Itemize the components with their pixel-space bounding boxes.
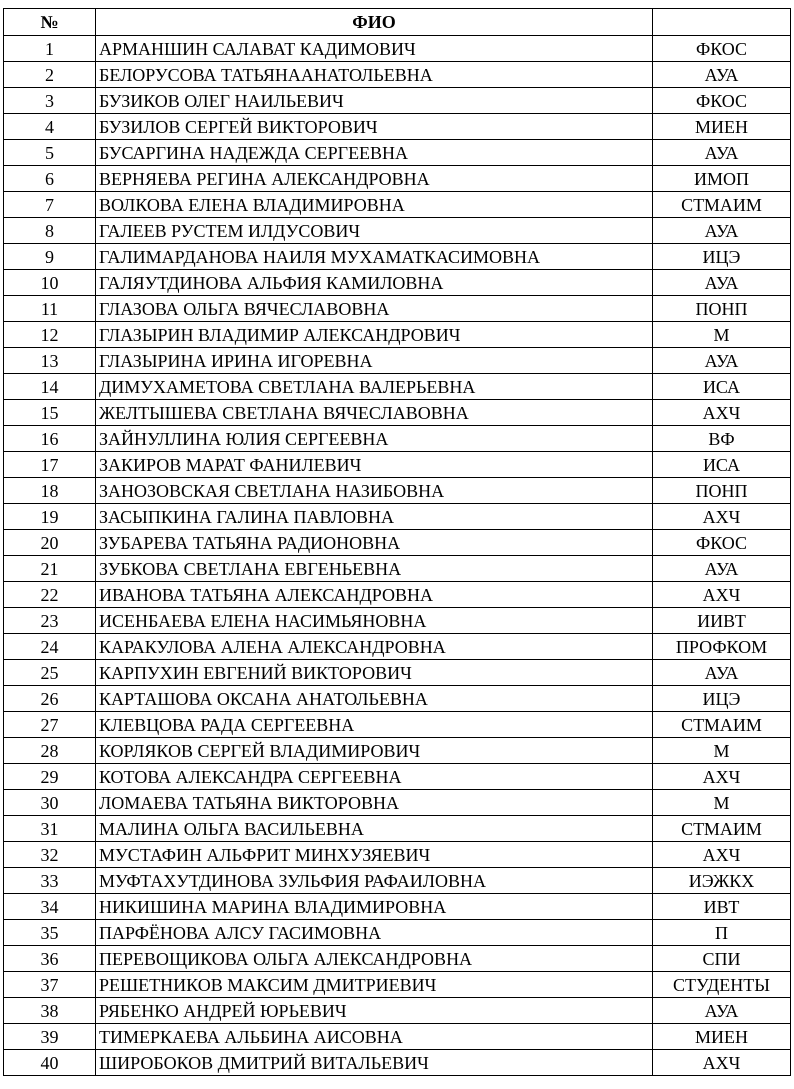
table-row — [4, 88, 791, 114]
table-row — [4, 894, 791, 920]
row-number-cell: 1 — [4, 36, 96, 62]
row-department-cell: П — [653, 920, 791, 946]
row-number-cell: 6 — [4, 166, 96, 192]
row-department-cell: М — [653, 322, 791, 348]
row-fio-cell: РЯБЕНКО АНДРЕЙ ЮРЬЕВИЧ — [96, 998, 653, 1024]
row-fio-cell: ГАЛЕЕВ РУСТЕМ ИЛДУСОВИЧ — [96, 218, 653, 244]
row-fio-cell: КАРАКУЛОВА АЛЕНА АЛЕКСАНДРОВНА — [96, 634, 653, 660]
row-fio-cell: БУЗИКОВ ОЛЕГ НАИЛЬЕВИЧ — [96, 88, 653, 114]
table-row — [4, 1024, 791, 1050]
row-fio-cell: КОТОВА АЛЕКСАНДРА СЕРГЕЕВНА — [96, 764, 653, 790]
row-fio-cell: БЕЛОРУСОВА ТАТЬЯНААНАТОЛЬЕВНА — [96, 62, 653, 88]
table-body — [4, 36, 791, 1076]
table-row — [4, 764, 791, 790]
row-number-cell: 39 — [4, 1024, 96, 1050]
row-number-cell: 3 — [4, 88, 96, 114]
table-row — [4, 140, 791, 166]
row-department-cell: ПРОФКОМ — [653, 634, 791, 660]
row-number-cell: 15 — [4, 400, 96, 426]
table-row — [4, 790, 791, 816]
row-number-cell: 28 — [4, 738, 96, 764]
table-row — [4, 36, 791, 62]
row-department-cell: ИМОП — [653, 166, 791, 192]
row-department-cell: АУА — [653, 348, 791, 374]
row-department-cell: СТУДЕНТЫ — [653, 972, 791, 998]
row-number-cell: 7 — [4, 192, 96, 218]
table-row — [4, 712, 791, 738]
table-row — [4, 322, 791, 348]
table-row — [4, 608, 791, 634]
row-department-cell: ФКОС — [653, 530, 791, 556]
row-fio-cell: ЛОМАЕВА ТАТЬЯНА ВИКТОРОВНА — [96, 790, 653, 816]
row-fio-cell: КАРТАШОВА ОКСАНА АНАТОЛЬЕВНА — [96, 686, 653, 712]
row-department-cell: АУА — [653, 270, 791, 296]
table-row — [4, 478, 791, 504]
table-row — [4, 400, 791, 426]
header-row — [4, 9, 791, 36]
row-fio-cell: ЗАЙНУЛЛИНА ЮЛИЯ СЕРГЕЕВНА — [96, 426, 653, 452]
table-row — [4, 426, 791, 452]
row-department-cell: ИЦЭ — [653, 686, 791, 712]
row-department-cell: СТМАИМ — [653, 816, 791, 842]
row-fio-cell: НИКИШИНА МАРИНА ВЛАДИМИРОВНА — [96, 894, 653, 920]
row-department-cell: ФКОС — [653, 88, 791, 114]
row-department-cell: АХЧ — [653, 764, 791, 790]
row-number-cell: 26 — [4, 686, 96, 712]
row-number-cell: 13 — [4, 348, 96, 374]
table-row — [4, 348, 791, 374]
table-row — [4, 634, 791, 660]
table-row — [4, 868, 791, 894]
row-number-cell: 4 — [4, 114, 96, 140]
row-department-cell: ИЦЭ — [653, 244, 791, 270]
row-number-cell: 18 — [4, 478, 96, 504]
row-fio-cell: ЗУБКОВА СВЕТЛАНА ЕВГЕНЬЕВНА — [96, 556, 653, 582]
row-department-cell: АУА — [653, 998, 791, 1024]
table-row — [4, 192, 791, 218]
row-number-cell: 37 — [4, 972, 96, 998]
row-fio-cell: ГЛАЗЫРИНА ИРИНА ИГОРЕВНА — [96, 348, 653, 374]
row-fio-cell: РЕШЕТНИКОВ МАКСИМ ДМИТРИЕВИЧ — [96, 972, 653, 998]
row-fio-cell: ИВАНОВА ТАТЬЯНА АЛЕКСАНДРОВНА — [96, 582, 653, 608]
row-fio-cell: БУЗИЛОВ СЕРГЕЙ ВИКТОРОВИЧ — [96, 114, 653, 140]
row-department-cell: МИЕН — [653, 114, 791, 140]
row-department-cell: АУА — [653, 62, 791, 88]
table-row — [4, 1050, 791, 1076]
row-department-cell: АУА — [653, 556, 791, 582]
row-department-cell: МИЕН — [653, 1024, 791, 1050]
row-number-cell: 25 — [4, 660, 96, 686]
column-header-department — [653, 9, 791, 36]
row-department-cell: ИЭЖКХ — [653, 868, 791, 894]
table-row — [4, 816, 791, 842]
row-number-cell: 17 — [4, 452, 96, 478]
row-department-cell: ИИВТ — [653, 608, 791, 634]
row-department-cell: ПОНП — [653, 478, 791, 504]
row-number-cell: 21 — [4, 556, 96, 582]
row-fio-cell: ГЛАЗОВА ОЛЬГА ВЯЧЕСЛАВОВНА — [96, 296, 653, 322]
row-fio-cell: ЗУБАРЕВА ТАТЬЯНА РАДИОНОВНА — [96, 530, 653, 556]
row-department-cell: СТМАИМ — [653, 712, 791, 738]
row-fio-cell: ЗАКИРОВ МАРАТ ФАНИЛЕВИЧ — [96, 452, 653, 478]
row-fio-cell: ТИМЕРКАЕВА АЛЬБИНА АИСОВНА — [96, 1024, 653, 1050]
table-row — [4, 738, 791, 764]
row-department-cell: М — [653, 790, 791, 816]
row-number-cell: 16 — [4, 426, 96, 452]
row-number-cell: 19 — [4, 504, 96, 530]
table-row — [4, 244, 791, 270]
row-fio-cell: ПЕРЕВОЩИКОВА ОЛЬГА АЛЕКСАНДРОВНА — [96, 946, 653, 972]
row-number-cell: 9 — [4, 244, 96, 270]
row-fio-cell: ЖЕЛТЫШЕВА СВЕТЛАНА ВЯЧЕСЛАВОВНА — [96, 400, 653, 426]
row-fio-cell: ВЕРНЯЕВА РЕГИНА АЛЕКСАНДРОВНА — [96, 166, 653, 192]
row-fio-cell: ЗАНОЗОВСКАЯ СВЕТЛАНА НАЗИБОВНА — [96, 478, 653, 504]
row-fio-cell: ДИМУХАМЕТОВА СВЕТЛАНА ВАЛЕРЬЕВНА — [96, 374, 653, 400]
row-department-cell: АУА — [653, 660, 791, 686]
row-number-cell: 27 — [4, 712, 96, 738]
row-number-cell: 36 — [4, 946, 96, 972]
row-department-cell: АУА — [653, 140, 791, 166]
row-department-cell: АХЧ — [653, 842, 791, 868]
row-number-cell: 32 — [4, 842, 96, 868]
table-row — [4, 504, 791, 530]
table-row — [4, 998, 791, 1024]
row-fio-cell: ПАРФЁНОВА АЛСУ ГАСИМОВНА — [96, 920, 653, 946]
table-row — [4, 660, 791, 686]
table-row — [4, 556, 791, 582]
row-number-cell: 10 — [4, 270, 96, 296]
row-fio-cell: ЗАСЫПКИНА ГАЛИНА ПАВЛОВНА — [96, 504, 653, 530]
row-number-cell: 24 — [4, 634, 96, 660]
row-fio-cell: ВОЛКОВА ЕЛЕНА ВЛАДИМИРОВНА — [96, 192, 653, 218]
row-fio-cell: МАЛИНА ОЛЬГА ВАСИЛЬЕВНА — [96, 816, 653, 842]
row-department-cell: СПИ — [653, 946, 791, 972]
row-number-cell: 14 — [4, 374, 96, 400]
table-row — [4, 530, 791, 556]
table-row — [4, 452, 791, 478]
table-row — [4, 920, 791, 946]
column-header-number: № — [4, 9, 96, 36]
row-number-cell: 34 — [4, 894, 96, 920]
row-number-cell: 38 — [4, 998, 96, 1024]
row-fio-cell: КАРПУХИН ЕВГЕНИЙ ВИКТОРОВИЧ — [96, 660, 653, 686]
row-fio-cell: БУСАРГИНА НАДЕЖДА СЕРГЕЕВНА — [96, 140, 653, 166]
table-row — [4, 62, 791, 88]
row-department-cell: ФКОС — [653, 36, 791, 62]
row-fio-cell: ГАЛИМАРДАНОВА НАИЛЯ МУХАМАТКАСИМОВНА — [96, 244, 653, 270]
row-number-cell: 31 — [4, 816, 96, 842]
table-row — [4, 374, 791, 400]
row-number-cell: 23 — [4, 608, 96, 634]
row-number-cell: 8 — [4, 218, 96, 244]
row-fio-cell: КЛЕВЦОВА РАДА СЕРГЕЕВНА — [96, 712, 653, 738]
row-number-cell: 2 — [4, 62, 96, 88]
row-fio-cell: КОРЛЯКОВ СЕРГЕЙ ВЛАДИМИРОВИЧ — [96, 738, 653, 764]
row-number-cell: 12 — [4, 322, 96, 348]
table-row — [4, 972, 791, 998]
row-department-cell: ИСА — [653, 374, 791, 400]
table-row — [4, 582, 791, 608]
row-department-cell: АХЧ — [653, 582, 791, 608]
row-department-cell: СТМАИМ — [653, 192, 791, 218]
row-number-cell: 29 — [4, 764, 96, 790]
table-row — [4, 218, 791, 244]
row-fio-cell: ГАЛЯУТДИНОВА АЛЬФИЯ КАМИЛОВНА — [96, 270, 653, 296]
row-number-cell: 5 — [4, 140, 96, 166]
row-fio-cell: ГЛАЗЫРИН ВЛАДИМИР АЛЕКСАНДРОВИЧ — [96, 322, 653, 348]
row-department-cell: ИВТ — [653, 894, 791, 920]
table-row — [4, 296, 791, 322]
row-number-cell: 33 — [4, 868, 96, 894]
row-number-cell: 40 — [4, 1050, 96, 1076]
table-row — [4, 166, 791, 192]
row-number-cell: 22 — [4, 582, 96, 608]
employee-table — [3, 8, 791, 1076]
row-number-cell: 30 — [4, 790, 96, 816]
row-fio-cell: АРМАНШИН САЛАВАТ КАДИМОВИЧ — [96, 36, 653, 62]
row-number-cell: 20 — [4, 530, 96, 556]
table-row — [4, 114, 791, 140]
row-department-cell: АУА — [653, 218, 791, 244]
row-number-cell: 11 — [4, 296, 96, 322]
column-header-fio: ФИО — [96, 9, 653, 36]
row-fio-cell: ИСЕНБАЕВА ЕЛЕНА НАСИМЬЯНОВНА — [96, 608, 653, 634]
row-department-cell: ПОНП — [653, 296, 791, 322]
row-department-cell: М — [653, 738, 791, 764]
row-department-cell: АХЧ — [653, 1050, 791, 1076]
row-fio-cell: МУФТАХУТДИНОВА ЗУЛЬФИЯ РАФАИЛОВНА — [96, 868, 653, 894]
table-row — [4, 946, 791, 972]
table-row — [4, 842, 791, 868]
row-department-cell: АХЧ — [653, 400, 791, 426]
row-department-cell: ВФ — [653, 426, 791, 452]
row-number-cell: 35 — [4, 920, 96, 946]
row-fio-cell: ШИРОБОКОВ ДМИТРИЙ ВИТАЛЬЕВИЧ — [96, 1050, 653, 1076]
table-row — [4, 270, 791, 296]
table-row — [4, 686, 791, 712]
row-fio-cell: МУСТАФИН АЛЬФРИТ МИНХУЗЯЕВИЧ — [96, 842, 653, 868]
row-department-cell: АХЧ — [653, 504, 791, 530]
row-department-cell: ИСА — [653, 452, 791, 478]
